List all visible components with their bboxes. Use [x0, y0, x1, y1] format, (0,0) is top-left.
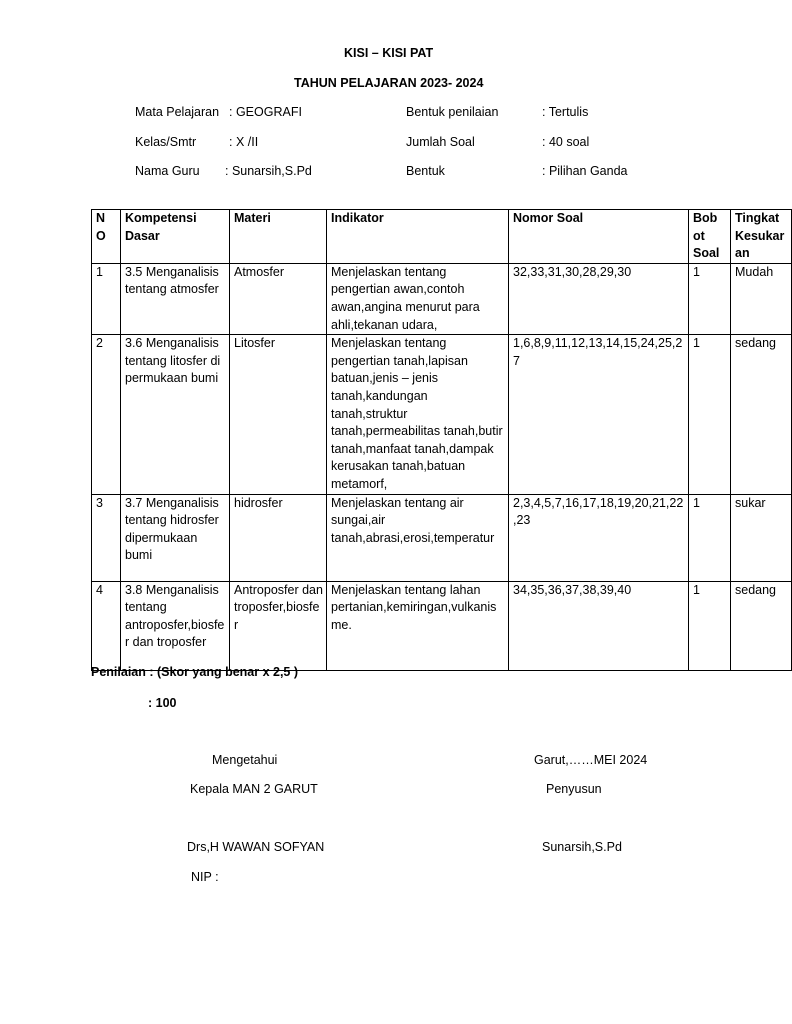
cell-materi: Antroposfer dan troposfer,biosfer: [230, 581, 327, 670]
mapel-label: Mata Pelajaran: [135, 105, 220, 119]
cell-nomor-soal: 32,33,31,30,28,29,30: [509, 263, 689, 334]
signature-principal-nip: NIP :: [191, 870, 219, 884]
cell-bobot: 1: [689, 263, 731, 334]
bentuk-label: Bentuk: [406, 164, 445, 178]
table-row: [92, 335, 792, 494]
document-subtitle: TAHUN PELAJARAN 2023- 2024: [294, 76, 484, 90]
cell-indikator: Menjelaskan tentang pengertian tanah,lapisan batuan,jenis – jenis tanah,kandungan tanah,struktur tanah,permeabilitas tanah,butir tanah,manfaat tanah,dampak kerusakan tanah,batuan metamorf,: [327, 335, 509, 494]
cell-no: 1: [92, 263, 121, 334]
header-no: N O: [92, 210, 121, 264]
table-header-row: [92, 210, 792, 264]
bentuk-penilaian-label: Bentuk penilaian: [406, 105, 499, 119]
cell-indikator: Menjelaskan tentang pengertian awan,contoh awan,angina menurut para ahli,tekanan udara,: [327, 263, 509, 334]
table-row: [92, 581, 792, 670]
header-materi: Materi: [230, 210, 327, 264]
cell-kompetensi-dasar: 3.6 Menganalisis tentang litosfer di permukaan bumi: [121, 335, 230, 494]
scoring-formula: Penilaian : (Skor yang benar x 2,5 ): [91, 665, 299, 679]
header-indikator: Indikator: [327, 210, 509, 264]
cell-nomor-soal: 2,3,4,5,7,16,17,18,19,20,21,22,23: [509, 494, 689, 581]
cell-bobot: 1: [689, 581, 731, 670]
cell-indikator: Menjelaskan tentang lahan pertanian,kemiringan,vulkanisme.: [327, 581, 509, 670]
bentuk-penilaian-value: : Tertulis: [542, 105, 589, 119]
cell-tingkat: sedang: [731, 581, 792, 670]
cell-indikator: Menjelaskan tentang air sungai,air tanah,abrasi,erosi,temperatur: [327, 494, 509, 581]
cell-bobot: 1: [689, 335, 731, 494]
cell-kompetensi-dasar: 3.7 Menganalisis tentang hidrosfer dipermukaan bumi: [121, 494, 230, 581]
kisi-kisi-table: [91, 209, 792, 671]
cell-no: 4: [92, 581, 121, 670]
header-nomor-soal: Nomor Soal: [509, 210, 689, 264]
header-tingkat-kesukaran: Tingkat Kesukaran: [731, 210, 792, 264]
cell-materi: hidrosfer: [230, 494, 327, 581]
cell-no: 3: [92, 494, 121, 581]
table-row: [92, 494, 792, 581]
signature-principal-title: Kepala MAN 2 GARUT: [190, 782, 318, 796]
header-bobot-soal: Bob ot Soal: [689, 210, 731, 264]
signature-author-name: Sunarsih,S.Pd: [542, 840, 622, 854]
guru-value: : Sunarsih,S.Pd: [225, 164, 312, 178]
bentuk-value: : Pilihan Ganda: [542, 164, 628, 178]
scoring-total: : 100: [148, 696, 177, 710]
cell-kompetensi-dasar: 3.8 Menganalisis tentang antroposfer,biosfer dan troposfer: [121, 581, 230, 670]
kelas-value: : X /II: [229, 135, 259, 149]
signature-principal-name: Drs,H WAWAN SOFYAN: [187, 840, 325, 854]
cell-tingkat: Mudah: [731, 263, 792, 334]
cell-nomor-soal: 1,6,8,9,11,12,13,14,15,24,25,27: [509, 335, 689, 494]
cell-kompetensi-dasar: 3.5 Menganalisis tentang atmosfer: [121, 263, 230, 334]
cell-materi: Atmosfer: [230, 263, 327, 334]
table-row: [92, 263, 792, 334]
guru-label: Nama Guru: [135, 164, 200, 178]
document-title: KISI – KISI PAT: [344, 46, 434, 60]
cell-bobot: 1: [689, 494, 731, 581]
cell-tingkat: sedang: [731, 335, 792, 494]
kelas-label: Kelas/Smtr: [135, 135, 197, 149]
mapel-value: : GEOGRAFI: [229, 105, 302, 119]
jumlah-soal-label: Jumlah Soal: [406, 135, 475, 149]
signature-place-date: Garut,……MEI 2024: [534, 753, 648, 767]
cell-materi: Litosfer: [230, 335, 327, 494]
signature-author-title: Penyusun: [546, 782, 602, 796]
header-kompetensi-dasar: Kompetensi Dasar: [121, 210, 230, 264]
cell-nomor-soal: 34,35,36,37,38,39,40: [509, 581, 689, 670]
cell-tingkat: sukar: [731, 494, 792, 581]
signature-acknowledged: Mengetahui: [212, 753, 278, 767]
jumlah-soal-value: : 40 soal: [542, 135, 590, 149]
cell-no: 2: [92, 335, 121, 494]
